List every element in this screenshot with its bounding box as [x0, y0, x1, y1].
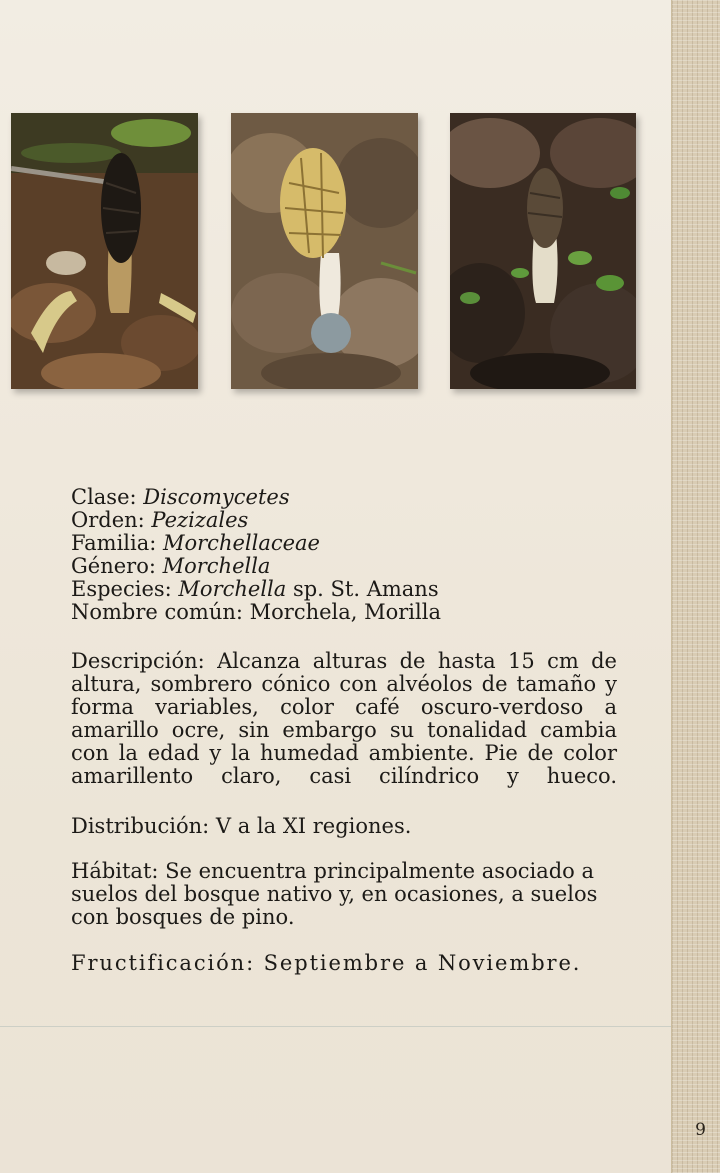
page-edge-strip	[671, 0, 720, 1173]
clase-value: Discomycetes	[143, 485, 290, 509]
photo-yellow-morel	[231, 113, 418, 389]
orden-value: Pezizales	[151, 508, 249, 532]
description-paragraph: Descripción: Alcanza alturas de hasta 15 cm de altura, sombrero cónico con alvéolos de tamaño y forma variables, color café oscuro-verdoso a amarillo ocre, sin embargo su tonalidad cambia con la edad y la humedad ambiente. Pie de color amarillento claro, casi cilíndrico y hueco.	[71, 649, 617, 788]
photo-dark-morel	[450, 113, 636, 389]
taxonomy-row-orden: Orden: Pezizales	[71, 508, 249, 532]
especies-value: Morchella	[178, 577, 287, 601]
nombre-comun-value: Morchela, Morilla	[249, 600, 441, 624]
taxonomy-row-clase: Clase: Discomycetes	[71, 485, 290, 509]
familia-value: Morchellaceae	[163, 531, 320, 555]
page-number: 9	[695, 1120, 706, 1140]
taxonomy-row-familia: Familia: Morchellaceae	[71, 531, 320, 555]
taxonomy-row-nombre-comun: Nombre común: Morchela, Morilla	[71, 600, 441, 624]
taxonomy-row-genero: Género: Morchella	[71, 554, 271, 578]
fructification-paragraph: Fructificación: Septiembre a Noviembre.	[71, 951, 582, 975]
photo-black-morel	[11, 113, 198, 389]
taxonomy-block	[71, 486, 617, 624]
taxonomy-row-especies: Especies: Morchella sp. St. Amans	[71, 577, 439, 601]
genero-value: Morchella	[162, 554, 271, 578]
distribution-paragraph: Distribución: V a la XI regiones.	[71, 814, 412, 838]
show-through-line	[0, 1026, 672, 1027]
habitat-paragraph: Hábitat: Se encuentra principalmente asociado a suelos del bosque nativo y, en ocasiones, a suelos con bosques de pino.	[71, 859, 598, 929]
